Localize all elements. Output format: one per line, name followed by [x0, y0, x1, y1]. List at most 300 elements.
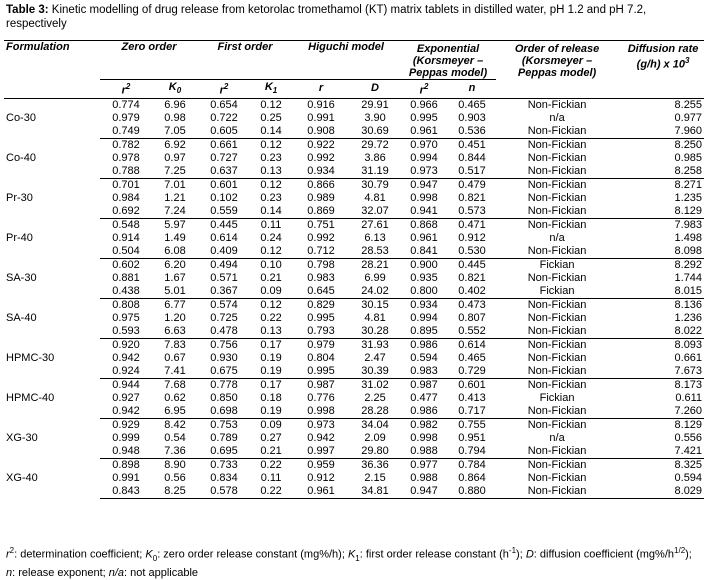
formulation-cell: XG-30 — [6, 431, 38, 444]
diffusion-rate-cell: 7.421 — [618, 445, 704, 459]
sub-r2-first: $r^2$ — [198, 80, 250, 99]
value-cell: 0.601 — [458, 378, 486, 391]
value-cell: 0.517 — [448, 165, 496, 179]
formulation-cell: XG-40 — [6, 471, 38, 484]
formulation-cell: HPMC-40 — [6, 391, 55, 404]
value-cell: 30.69 — [350, 125, 400, 139]
value-cell: 6.96 — [164, 98, 186, 111]
value-cell: 0.788 — [100, 165, 152, 179]
diffusion-rate-cell: 0.977 — [674, 111, 703, 124]
diffusion-rate-cell: 8.129 — [618, 205, 704, 219]
value-cell: 7.83 — [164, 338, 186, 351]
value-cell: 0.868 — [410, 218, 438, 231]
value-cell: 0.12 — [260, 138, 282, 151]
table-row — [4, 352, 704, 365]
diffusion-rate-cell: 8.292 — [674, 258, 703, 271]
formulation-cell: Pr-30 — [6, 191, 33, 204]
value-cell: 0.12 — [260, 178, 282, 191]
value-cell: 0.22 — [260, 311, 282, 324]
release-order-cell: Fickian — [496, 285, 618, 299]
value-cell: 0.942 — [112, 351, 140, 364]
diffusion-rate-cell: 1.235 — [674, 191, 703, 204]
diffusion-rate-cell: 8.098 — [618, 245, 704, 259]
table-row — [4, 472, 704, 485]
diffusion-rate-exponent: 3 — [684, 56, 690, 65]
diffusion-rate-cell: 7.260 — [618, 405, 704, 419]
value-cell: 0.850 — [210, 391, 238, 404]
value-cell: 6.92 — [164, 138, 186, 151]
value-cell: 5.97 — [164, 218, 186, 231]
release-order-cell: Non-Fickian — [527, 378, 587, 391]
header-higuchi: Higuchi model — [292, 41, 400, 80]
subheader-row — [4, 80, 704, 99]
value-cell: 5.01 — [152, 285, 198, 299]
diffusion-rate-cell: 8.015 — [618, 285, 704, 299]
value-cell: 0.12 — [260, 298, 282, 311]
table-row — [4, 192, 704, 205]
value-cell: 0.881 — [112, 271, 140, 284]
value-cell: 0.916 — [307, 98, 335, 111]
value-cell: 0.774 — [112, 98, 140, 111]
release-order-cell: Non-Fickian — [527, 458, 587, 471]
release-order-cell: Non-Fickian — [527, 418, 587, 431]
value-cell: 7.68 — [164, 378, 186, 391]
value-cell: 0.951 — [458, 431, 486, 444]
value-cell: 0.09 — [250, 285, 292, 299]
value-cell: 0.984 — [112, 191, 140, 204]
value-cell: 0.998 — [410, 191, 438, 204]
footnote: $r^2$: determination coefficient; $K_0$: zero order release constant (mg%/h); $K_1$: first order release constant $(h^{-1})$; D: diffusion coefficient $(mg\%/h^{1/2})$; n: release exponent; n/a: not applicable — [6, 546, 692, 579]
value-cell: 7.41 — [152, 365, 198, 379]
diffusion-rate-cell: 8.029 — [618, 485, 704, 499]
diffusion-rate-cell: 8.258 — [618, 165, 704, 179]
value-cell: 4.81 — [364, 311, 386, 324]
release-order-cell: Non-Fickian — [527, 98, 587, 111]
value-cell: 0.844 — [458, 151, 486, 164]
value-cell: 31.93 — [361, 338, 389, 351]
value-cell: 32.07 — [350, 205, 400, 219]
value-cell: 2.25 — [364, 391, 386, 404]
release-order-cell: Non-Fickian — [496, 365, 618, 379]
table-row — [4, 165, 704, 179]
value-cell: 0.24 — [260, 231, 282, 244]
value-cell: 0.698 — [198, 405, 250, 419]
value-cell: 0.574 — [210, 298, 238, 311]
value-cell: 0.880 — [448, 485, 496, 499]
caption-label: Table 3: — [6, 4, 49, 16]
table-row — [4, 378, 704, 392]
sub-n-exp: n — [448, 80, 496, 99]
value-cell: 0.733 — [210, 458, 238, 471]
value-cell: 0.11 — [260, 218, 282, 231]
value-cell: 0.942 — [100, 405, 152, 419]
value-cell: 34.04 — [361, 418, 389, 431]
value-cell: 0.22 — [260, 458, 282, 471]
value-cell: 0.479 — [458, 178, 486, 191]
diffusion-rate-cell: 8.093 — [674, 338, 703, 351]
value-cell: 0.578 — [198, 485, 250, 499]
value-cell: 0.11 — [260, 471, 282, 484]
value-cell: 0.988 — [400, 445, 448, 459]
value-cell: 0.975 — [112, 311, 140, 324]
value-cell: 7.24 — [152, 205, 198, 219]
value-cell: 0.983 — [400, 365, 448, 379]
diffusion-rate-cell: 8.325 — [674, 458, 703, 471]
diffusion-rate-cell: 7.673 — [618, 365, 704, 379]
table-row — [4, 485, 704, 499]
header-row — [4, 41, 704, 80]
header-formulation: Formulation — [4, 41, 100, 80]
diffusion-rate-cell: 0.985 — [674, 151, 703, 164]
value-cell: 0.645 — [292, 285, 350, 299]
value-cell: 0.14 — [250, 205, 292, 219]
value-cell: 6.77 — [164, 298, 186, 311]
value-cell: 0.409 — [198, 245, 250, 259]
release-order-cell: Non-Fickian — [496, 445, 618, 459]
value-cell: 0.912 — [458, 231, 486, 244]
value-cell: 0.19 — [260, 351, 282, 364]
value-cell: 0.594 — [410, 351, 438, 364]
value-cell: 0.402 — [448, 285, 496, 299]
value-cell: 0.947 — [400, 485, 448, 499]
value-cell: 7.25 — [152, 165, 198, 179]
diffusion-rate-cell: 1.236 — [674, 311, 703, 324]
value-cell: 0.67 — [164, 351, 186, 364]
value-cell: 6.99 — [364, 271, 386, 284]
value-cell: 0.413 — [458, 391, 486, 404]
value-cell: 0.843 — [100, 485, 152, 499]
value-cell: 0.729 — [448, 365, 496, 379]
formulation-cell: HPMC-30 — [6, 351, 55, 364]
value-cell: 1.49 — [164, 231, 186, 244]
value-cell: 28.21 — [361, 258, 389, 271]
diffusion-rate-cell: 8.250 — [674, 138, 703, 151]
value-cell: 0.27 — [260, 431, 282, 444]
value-cell: 0.17 — [260, 338, 282, 351]
value-cell: 0.948 — [100, 445, 152, 459]
release-order-cell: Fickian — [539, 258, 575, 271]
diffusion-rate-cell: 0.661 — [674, 351, 703, 364]
value-cell: 0.898 — [112, 458, 140, 471]
value-cell: 0.776 — [307, 391, 335, 404]
diffusion-rate-cell: 1.744 — [674, 271, 703, 284]
value-cell: 0.959 — [307, 458, 335, 471]
release-order-cell: Non-Fickian — [527, 191, 587, 204]
value-cell: 0.692 — [100, 205, 152, 219]
value-cell: 0.914 — [112, 231, 140, 244]
table-body — [4, 98, 704, 498]
release-order-cell: Non-Fickian — [496, 245, 618, 259]
value-cell: 0.961 — [410, 231, 438, 244]
value-cell: 0.717 — [448, 405, 496, 419]
value-cell: 0.477 — [410, 391, 438, 404]
diffusion-rate-cell: 8.129 — [674, 418, 703, 431]
value-cell: 3.90 — [364, 111, 386, 124]
value-cell: 0.997 — [292, 445, 350, 459]
header-diffusion-rate — [618, 41, 704, 80]
value-cell: 6.95 — [152, 405, 198, 419]
table-row — [4, 112, 704, 125]
value-cell: 0.605 — [198, 125, 250, 139]
caption-text: Kinetic modelling of drug release from ketorolac tromethamol (KT) matrix tablets in distilled water, pH 1.2 and pH 7.2, respectively — [6, 4, 647, 30]
release-order-cell: Non-Fickian — [527, 351, 587, 364]
value-cell: 0.798 — [307, 258, 335, 271]
value-cell: 0.614 — [458, 338, 486, 351]
value-cell: 0.961 — [292, 485, 350, 499]
value-cell: 0.973 — [307, 418, 335, 431]
diffusion-rate-cell: 0.556 — [674, 431, 703, 444]
table-row — [4, 418, 704, 432]
value-cell: 7.05 — [152, 125, 198, 139]
formulation-cell: Pr-40 — [6, 231, 33, 244]
value-cell: 0.995 — [292, 365, 350, 379]
release-order-cell: n/a — [549, 111, 565, 124]
value-cell: 0.548 — [112, 218, 140, 231]
value-cell: 0.712 — [292, 245, 350, 259]
value-cell: 0.934 — [410, 298, 438, 311]
value-cell: 29.91 — [361, 98, 389, 111]
value-cell: 0.09 — [260, 418, 282, 431]
table-row — [4, 98, 704, 112]
sub-d-higuchi: D — [350, 80, 400, 99]
header-first-order: First order — [198, 41, 292, 80]
value-cell: 0.14 — [250, 125, 292, 139]
value-cell: 0.800 — [400, 285, 448, 299]
value-cell: 0.62 — [164, 391, 186, 404]
value-cell: 0.23 — [260, 191, 282, 204]
value-cell: 0.977 — [410, 458, 438, 471]
value-cell: 0.935 — [410, 271, 438, 284]
table-row — [4, 125, 704, 139]
value-cell: 0.473 — [458, 298, 486, 311]
value-cell: 0.751 — [307, 218, 335, 231]
value-cell: 0.869 — [292, 205, 350, 219]
release-order-cell: Fickian — [539, 391, 575, 404]
release-order-cell: Non-Fickian — [496, 125, 618, 139]
value-cell: 0.97 — [164, 151, 186, 164]
value-cell: 2.47 — [364, 351, 386, 364]
value-cell: 0.10 — [260, 258, 282, 271]
value-cell: 4.81 — [364, 191, 386, 204]
value-cell: 0.701 — [112, 178, 140, 191]
value-cell: 0.989 — [307, 191, 335, 204]
table-row — [4, 312, 704, 325]
value-cell: 0.821 — [458, 271, 486, 284]
table-row — [4, 245, 704, 259]
release-order-cell: n/a — [549, 431, 565, 444]
value-cell: 0.821 — [458, 191, 486, 204]
value-cell: 0.941 — [400, 205, 448, 219]
release-order-cell: Non-Fickian — [527, 218, 587, 231]
value-cell: 6.13 — [364, 231, 386, 244]
table-row — [4, 138, 704, 152]
diffusion-rate-cell: 8.136 — [674, 298, 703, 311]
table-row — [4, 392, 704, 405]
value-cell: 0.536 — [448, 125, 496, 139]
value-cell: 0.979 — [112, 111, 140, 124]
value-cell: 6.63 — [152, 325, 198, 339]
value-cell: 0.983 — [307, 271, 335, 284]
table-row — [4, 152, 704, 165]
diffusion-rate-cell: 7.983 — [674, 218, 703, 231]
release-order-cell: Non-Fickian — [496, 205, 618, 219]
value-cell: 0.961 — [400, 125, 448, 139]
value-cell: 0.807 — [458, 311, 486, 324]
diffusion-rate-cell: 8.271 — [674, 178, 703, 191]
value-cell: 0.942 — [307, 431, 335, 444]
release-order-cell: Non-Fickian — [527, 271, 587, 284]
value-cell: 0.367 — [198, 285, 250, 299]
value-cell: 0.637 — [198, 165, 250, 179]
value-cell: 31.02 — [361, 378, 389, 391]
sub-k1: $K_1$ — [250, 80, 292, 99]
value-cell: 0.22 — [250, 485, 292, 499]
value-cell: 0.559 — [198, 205, 250, 219]
value-cell: 29.72 — [361, 138, 389, 151]
value-cell: 0.927 — [112, 391, 140, 404]
value-cell: 0.722 — [210, 111, 238, 124]
value-cell: 0.471 — [458, 218, 486, 231]
value-cell: 0.54 — [164, 431, 186, 444]
sub-r2-exp: $r^2$ — [400, 80, 448, 99]
sub-r2-zero: $r^2$ — [100, 80, 152, 99]
value-cell: 6.20 — [164, 258, 186, 271]
value-cell: 0.552 — [448, 325, 496, 339]
table-row — [4, 458, 704, 472]
value-cell: 0.995 — [410, 111, 438, 124]
value-cell: 0.601 — [210, 178, 238, 191]
value-cell: 7.36 — [152, 445, 198, 459]
value-cell: 0.998 — [292, 405, 350, 419]
table-row — [4, 178, 704, 192]
value-cell: 0.21 — [260, 271, 282, 284]
value-cell: 0.992 — [307, 231, 335, 244]
diffusion-rate-cell: 0.611 — [675, 391, 703, 404]
diffusion-rate-cell: 8.255 — [674, 98, 703, 111]
table-row — [4, 285, 704, 299]
value-cell: 34.81 — [350, 485, 400, 499]
value-cell: 0.614 — [210, 231, 238, 244]
value-cell: 0.675 — [198, 365, 250, 379]
value-cell: 0.944 — [112, 378, 140, 391]
value-cell: 0.991 — [307, 111, 335, 124]
value-cell: 0.978 — [112, 151, 140, 164]
release-order-cell: n/a — [549, 231, 565, 244]
value-cell: 0.12 — [250, 245, 292, 259]
diffusion-rate-label: Diffusion rate (g/h) x 10 — [627, 43, 699, 71]
value-cell: 0.992 — [307, 151, 335, 164]
table-row — [4, 325, 704, 339]
value-cell: 0.571 — [210, 271, 238, 284]
header-exponential: Exponential (Korsmeyer – Peppas model) — [400, 41, 496, 80]
value-cell: 0.986 — [400, 405, 448, 419]
value-cell: 30.15 — [361, 298, 389, 311]
table-caption — [6, 3, 696, 31]
value-cell: 0.979 — [307, 338, 335, 351]
value-cell: 0.794 — [448, 445, 496, 459]
value-cell: 0.438 — [100, 285, 152, 299]
diffusion-rate-cell: 1.498 — [674, 231, 703, 244]
value-cell: 0.808 — [112, 298, 140, 311]
table-row — [4, 432, 704, 445]
diffusion-rate-cell: 7.960 — [618, 125, 704, 139]
value-cell: 2.15 — [364, 471, 386, 484]
value-cell: 0.903 — [458, 111, 486, 124]
value-cell: 0.725 — [210, 311, 238, 324]
value-cell: 0.755 — [458, 418, 486, 431]
value-cell: 0.661 — [210, 138, 238, 151]
value-cell: 28.28 — [350, 405, 400, 419]
table-row — [4, 445, 704, 459]
value-cell: 0.934 — [292, 165, 350, 179]
sub-k0: $K_0$ — [152, 80, 198, 99]
release-order-cell: Non-Fickian — [496, 165, 618, 179]
value-cell: 30.79 — [361, 178, 389, 191]
value-cell: 0.478 — [198, 325, 250, 339]
value-cell: 0.784 — [458, 458, 486, 471]
value-cell: 8.90 — [164, 458, 186, 471]
value-cell: 0.829 — [307, 298, 335, 311]
value-cell: 0.756 — [210, 338, 238, 351]
value-cell: 0.924 — [100, 365, 152, 379]
value-cell: 0.988 — [410, 471, 438, 484]
value-cell: 29.80 — [350, 445, 400, 459]
value-cell: 0.695 — [198, 445, 250, 459]
value-cell: 0.908 — [292, 125, 350, 139]
value-cell: 0.102 — [210, 191, 238, 204]
value-cell: 0.451 — [458, 138, 486, 151]
value-cell: 24.02 — [350, 285, 400, 299]
value-cell: 0.19 — [250, 365, 292, 379]
value-cell: 0.654 — [210, 98, 238, 111]
formulation-cell: SA-40 — [6, 311, 37, 324]
value-cell: 0.991 — [112, 471, 140, 484]
value-cell: 0.573 — [448, 205, 496, 219]
value-cell: 0.789 — [210, 431, 238, 444]
release-order-cell: Non-Fickian — [496, 325, 618, 339]
value-cell: 1.21 — [164, 191, 186, 204]
value-cell: 0.929 — [112, 418, 140, 431]
value-cell: 0.987 — [410, 378, 438, 391]
table-row — [4, 298, 704, 312]
value-cell: 0.994 — [410, 311, 438, 324]
value-cell: 0.987 — [307, 378, 335, 391]
release-order-cell: Non-Fickian — [527, 138, 587, 151]
value-cell: 0.895 — [400, 325, 448, 339]
value-cell: 6.08 — [152, 245, 198, 259]
value-cell: 0.922 — [307, 138, 335, 151]
value-cell: 0.866 — [307, 178, 335, 191]
value-cell: 0.920 — [112, 338, 140, 351]
diffusion-rate-cell: 8.022 — [618, 325, 704, 339]
value-cell: 0.749 — [100, 125, 152, 139]
formulation-cell: SA-30 — [6, 271, 37, 284]
value-cell: 0.465 — [458, 98, 486, 111]
value-cell: 0.18 — [260, 391, 282, 404]
value-cell: 0.995 — [307, 311, 335, 324]
value-cell: 0.841 — [400, 245, 448, 259]
value-cell: 0.494 — [210, 258, 238, 271]
value-cell: 0.13 — [250, 165, 292, 179]
release-order-cell: Non-Fickian — [496, 485, 618, 499]
value-cell: 0.970 — [410, 138, 438, 151]
value-cell: 28.53 — [350, 245, 400, 259]
value-cell: 30.39 — [350, 365, 400, 379]
value-cell: 0.982 — [410, 418, 438, 431]
value-cell: 8.25 — [152, 485, 198, 499]
value-cell: 0.912 — [307, 471, 335, 484]
value-cell: 0.98 — [164, 111, 186, 124]
